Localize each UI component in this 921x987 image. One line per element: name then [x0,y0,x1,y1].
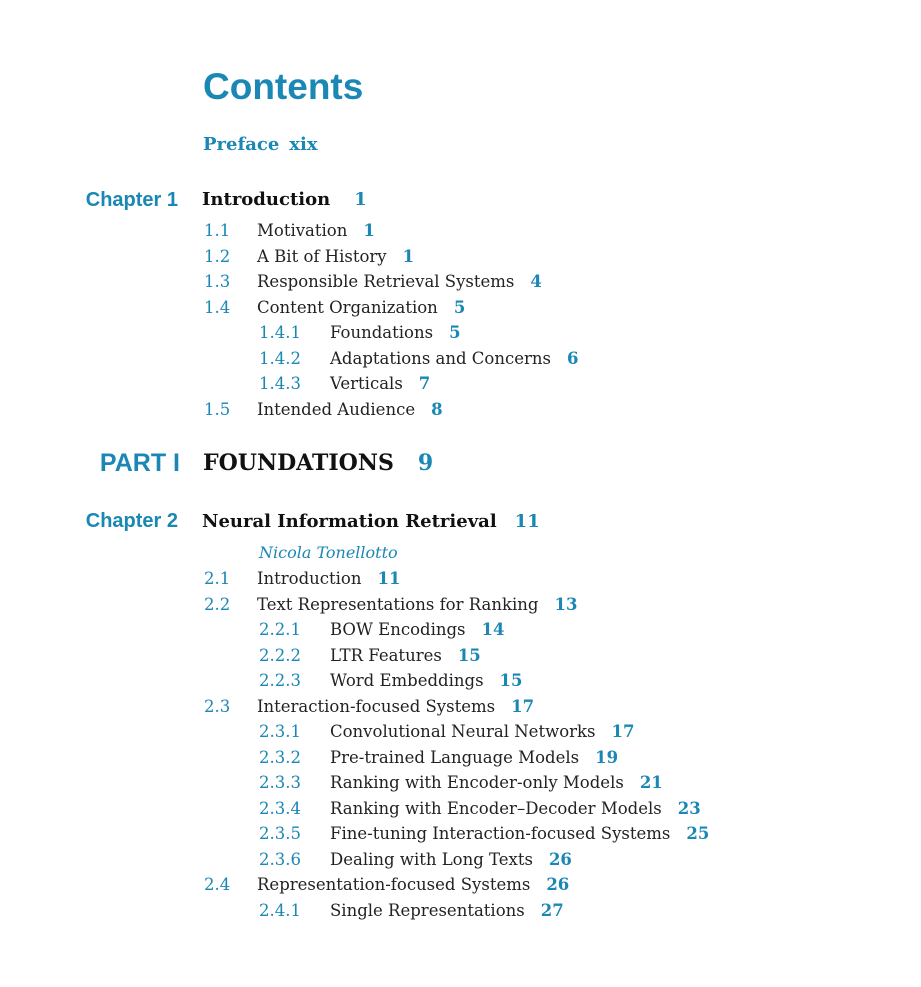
preface-entry[interactable] [203,134,318,155]
chapter-2-title-entry[interactable] [202,511,540,532]
toc-page: 1 [363,221,375,240]
toc-title: A Bit of History [257,247,387,266]
toc-title: Intended Audience [257,400,416,419]
toc-page: 5 [453,298,466,317]
chapter-2-label: Chapter 2 [85,510,178,532]
toc-page: 23 [677,799,701,818]
toc-title: Ranking with Encoder-only Models [330,773,624,792]
toc-title: LTR Features [330,646,442,665]
toc-page: 17 [511,697,535,716]
toc-title: Pre-trained Language Models [330,748,580,767]
toc-page: 5 [449,323,461,342]
toc-title: Foundations [330,323,434,342]
chapter-2-title: Neural Information Retrieval [202,511,497,532]
chapter-2-author: Nicola Tonellotto [259,543,398,562]
toc-page: 26 [548,850,572,869]
page-title: Contents [203,66,364,107]
chapter-1-label: Chapter 1 [85,189,178,211]
chapter-1-title: Introduction [202,189,331,210]
toc-title: Text Representations for Ranking [257,595,539,614]
toc-page: 1 [402,247,415,266]
toc-number: 1.3 [204,272,231,291]
toc-page: 8 [431,400,443,419]
preface-page: xix [289,134,318,155]
toc-number: 2.1 [204,569,231,588]
toc-page: 19 [595,748,619,767]
toc-number: 1.1 [204,221,231,240]
preface-label: Preface [203,134,280,155]
toc-number: 2.3.6 [259,850,301,869]
toc-number: 2.2.1 [259,620,301,639]
toc-number: 2.4.1 [259,901,301,920]
part-1-title: FOUNDATIONS [203,450,394,476]
toc-title: Adaptations and Concerns [330,349,551,368]
toc-title: BOW Encodings [330,620,466,639]
part-1-page: 9 [417,450,434,476]
toc-page: 26 [546,875,570,894]
toc-number: 2.3.2 [259,748,301,767]
toc-page: 15 [499,671,523,690]
toc-page: 15 [457,646,481,665]
toc-title: Representation-focused Systems [257,875,531,894]
toc-number: 1.4.3 [259,374,301,393]
toc-page: 13 [554,595,578,614]
toc-number: 2.4 [204,875,231,894]
toc-number: 2.2 [204,595,231,614]
chapter-2-page: 11 [514,511,540,532]
toc-title: Dealing with Long Texts [330,850,533,869]
part-1-label: PART I [99,449,180,477]
toc-page: 4 [530,272,542,291]
toc-title: Convolutional Neural Networks [330,722,596,741]
toc-title: Introduction [257,569,362,588]
toc-page: 17 [611,722,635,741]
toc-number: 2.3.5 [259,824,301,843]
toc-number: 2.2.2 [259,646,301,665]
toc-number: 2.3.4 [259,799,301,818]
part-1-title-entry[interactable] [203,450,433,476]
toc-number: 1.5 [204,400,231,419]
toc-title: Word Embeddings [330,671,484,690]
toc-number: 2.2.3 [259,671,301,690]
toc-title: Interaction-focused Systems [257,697,496,716]
toc-number: 1.4 [204,298,231,317]
toc-number: 2.3 [204,697,231,716]
toc-page: 14 [481,620,505,639]
chapter-1-page: 1 [354,189,367,210]
toc-title: Fine-tuning Interaction-focused Systems [330,824,671,843]
toc-title: Verticals [330,374,403,393]
toc-number: 1.4.1 [259,323,301,342]
toc-title: Single Representations [330,901,525,920]
toc-page: 25 [686,824,710,843]
toc-number: 1.2 [204,247,231,266]
toc-number: 1.4.2 [259,349,301,368]
toc-title: Ranking with Encoder–Decoder Models [330,799,662,818]
toc-title: Content Organization [257,298,438,317]
toc-page: 7 [418,374,431,393]
toc-page: 6 [566,349,579,368]
toc-title: Responsible Retrieval Systems [257,272,515,291]
toc-number: 2.3.3 [259,773,301,792]
chapter-1-title-entry[interactable] [202,189,367,210]
toc-page: 11 [377,569,401,588]
toc-number: 2.3.1 [259,722,301,741]
toc-page: 21 [639,773,663,792]
toc-page: 27 [540,901,564,920]
toc-title: Motivation [257,221,348,240]
